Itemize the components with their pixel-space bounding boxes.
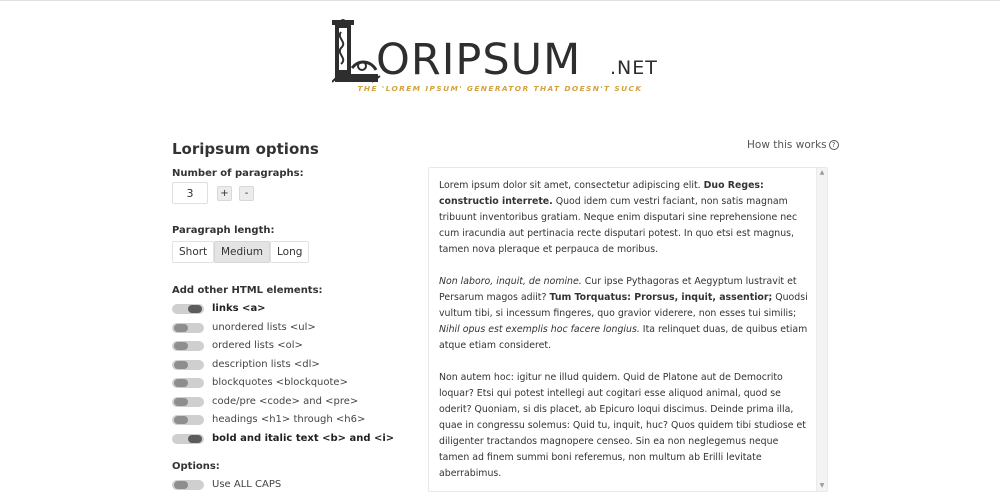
toggle-knob <box>174 324 188 332</box>
toggle-row-dl[interactable] <box>172 358 392 372</box>
toggle-knob <box>174 398 188 406</box>
paragraph-1-bold: Duo Reges: constructio interrete. <box>439 180 764 207</box>
how-this-works-link[interactable] <box>747 139 839 151</box>
paragraph-2-italic-e: Nihil opus est exemplis hoc facere longius. <box>439 324 640 335</box>
generated-text-content <box>439 178 809 492</box>
toggle-label-ul: unordered lists <ul> <box>212 322 316 333</box>
toggle-knob <box>188 435 202 443</box>
paragraph-2-text-f: Ita relinquet duas, de quibus etiam atque etiam consideret. <box>439 324 808 351</box>
toggle-knob <box>174 361 188 369</box>
output-scrollbar[interactable] <box>816 168 827 491</box>
length-short-button[interactable]: Short <box>172 241 214 263</box>
paragraph-1 <box>439 178 809 258</box>
length-medium-button[interactable]: Medium <box>214 241 270 263</box>
logo-emblem-icon <box>332 18 382 86</box>
paragraph-2-text-d: Quodsi vultum tibi, si incessum fingeres, quo gravior viderere, non esses tui similis; <box>439 292 808 319</box>
toggle-row-bold-italic[interactable] <box>172 432 395 446</box>
dl-toggle[interactable] <box>172 360 204 370</box>
paragraph-2-italic-a: Non laboro, inquit, de nomine. <box>439 276 582 287</box>
paragraph-2-text-b: Cur ipse Pythagoras et Aegyptum lustravit et Persarum magos adiit? <box>439 276 797 303</box>
paragraph-3: Non autem hoc: igitur ne illud quidem. Quid de Platone aut de Democrito loquar? Etsi qui potest intellegi aut cogitari esse aliquod animal, quod se oderit? Quoniam, si dis placet, ab Epicuro loqui discimus. Deinde prima illa, quae in congressu solemus: Quid tu, inquit, huc? Quos quidem tibi studiose et diligenter tractandos magnopere censeo. Sin ea non neglegemus neque tamen ad finem summi boni referemus, non multum ab Erilli levitate aberrabimus. <box>439 372 806 479</box>
paragraph-1-text-c: Quod idem cum vestri faciant, non satis magnam tribuunt inventoribus gratiam. Neque enim disputari sine reprehensione nec cum iracundia aut pertinacia recte disputari potest. In quo etsi est magnus, tamen nova pleraque et perpauca de moribus. <box>439 196 798 255</box>
scroll-up-arrow-icon[interactable]: ▲ <box>819 169 825 176</box>
toggle-label-ol: ordered lists <ol> <box>212 340 303 351</box>
headings-toggle[interactable] <box>172 415 204 425</box>
paragraph-2-bold: Tum Torquatus: Prorsus, inquit, assentior; <box>549 292 773 303</box>
generated-text-output[interactable] <box>428 167 828 492</box>
ol-toggle[interactable] <box>172 341 204 351</box>
options-title: Loripsum options <box>172 140 319 158</box>
paragraph-1-text-a: Lorem ipsum dolor sit amet, consectetur adipiscing elit. <box>439 180 704 191</box>
toggle-row-links[interactable] <box>172 302 392 316</box>
allcaps-toggle[interactable] <box>172 480 204 490</box>
links-toggle[interactable] <box>172 304 204 314</box>
toggle-knob <box>174 342 188 350</box>
toggle-label-headings: headings <h1> through <h6> <box>212 414 366 425</box>
blockquote-toggle[interactable] <box>172 378 204 388</box>
question-circle-icon: ? <box>829 140 839 150</box>
top-divider <box>0 0 1000 1</box>
elements-label: Add other HTML elements: <box>172 285 323 296</box>
ul-toggle[interactable] <box>172 323 204 333</box>
toggle-label-bold-italic: bold and italic text <b> and <i> <box>212 433 395 444</box>
toggle-label-allcaps: Use ALL CAPS <box>212 479 282 490</box>
logo-wordmark: ORIPSUM <box>376 35 582 85</box>
code-toggle[interactable] <box>172 397 204 407</box>
tagline: THE 'LOREM IPSUM' GENERATOR THAT DOESN'T SUCK <box>357 84 643 93</box>
paragraphs-label: Number of paragraphs: <box>172 168 304 179</box>
scroll-down-arrow-icon[interactable]: ▼ <box>819 482 825 489</box>
toggle-row-ul[interactable] <box>172 321 392 335</box>
toggle-label-dl: description lists <dl> <box>212 359 320 370</box>
toggle-knob <box>174 416 188 424</box>
options-extra-label: Options: <box>172 461 220 472</box>
toggle-knob <box>188 305 202 313</box>
decrement-button[interactable]: - <box>239 186 254 201</box>
paragraph-2 <box>439 274 809 354</box>
toggle-label-code: code/pre <code> and <pre> <box>212 396 359 407</box>
length-long-button[interactable]: Long <box>270 241 309 263</box>
toggle-knob <box>174 379 188 387</box>
how-this-works-label: How this works <box>747 139 827 151</box>
bold-italic-toggle[interactable] <box>172 434 204 444</box>
increment-button[interactable]: + <box>217 186 232 201</box>
length-label: Paragraph length: <box>172 225 275 236</box>
toggle-row-blockquote[interactable] <box>172 376 392 390</box>
toggle-label-links: links <a> <box>212 303 266 314</box>
logo-tld: .NET <box>610 57 658 79</box>
toggle-label-blockquote: blockquotes <blockquote> <box>212 377 348 388</box>
toggle-row-headings[interactable] <box>172 413 392 427</box>
toggle-knob <box>174 481 188 489</box>
toggle-row-ol[interactable] <box>172 339 392 353</box>
toggle-row-allcaps[interactable] <box>172 478 392 492</box>
paragraphs-input[interactable] <box>172 182 208 204</box>
toggle-row-code[interactable] <box>172 395 392 409</box>
